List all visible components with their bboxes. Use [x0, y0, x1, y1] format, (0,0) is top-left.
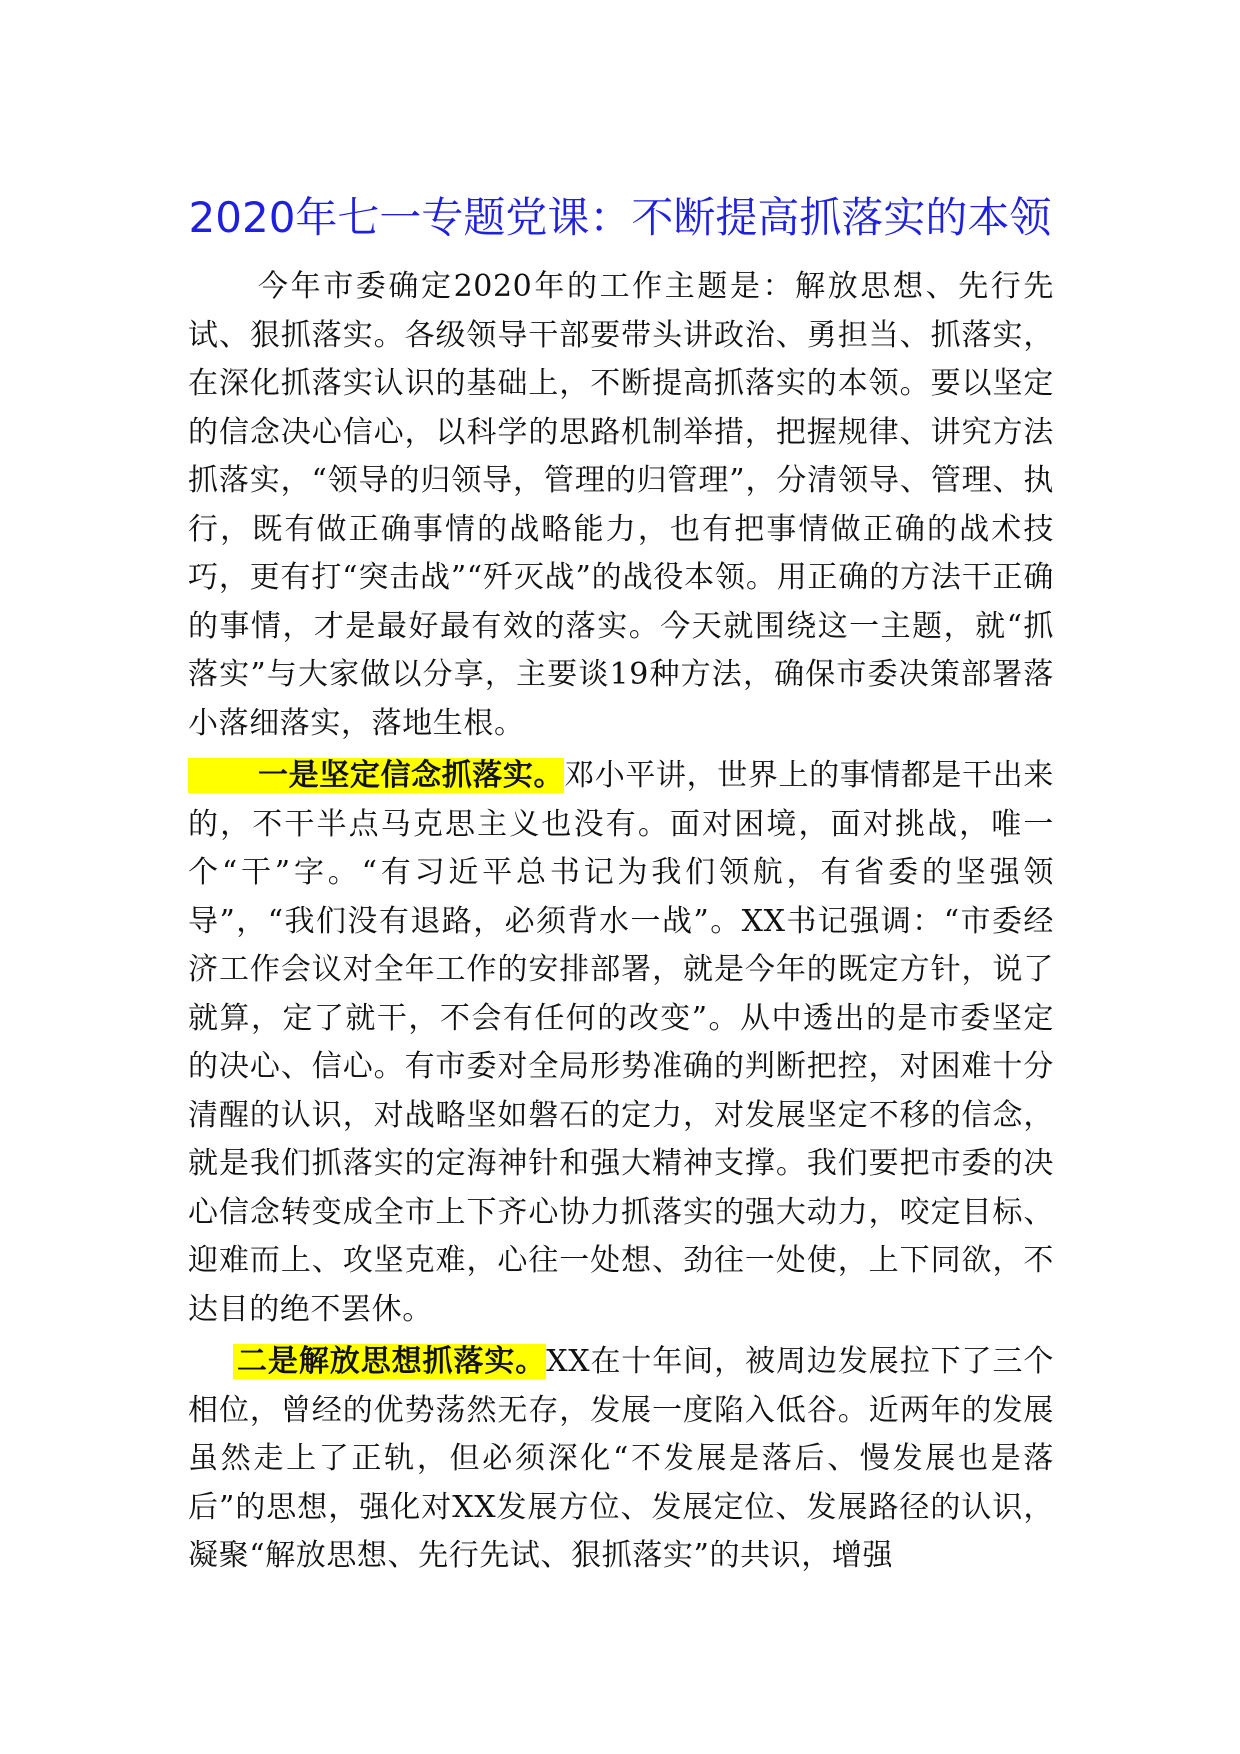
highlighted-heading-2: 二是解放思想抓落实。: [233, 1344, 546, 1379]
paragraph-intro-text: 今年市委确定2020年的工作主题是：解放思想、先行先试、狠抓落实。各级领导干部要带头讲政治、勇担当、抓落实，在深化抓落实认识的基础上，不断提高抓落实的本领。要以坚定的信念决心信心，以科学的思路机制举措，把握规律、讲究方法抓落实，“领导的归领导，管理的归管理”，分清领导、管理、执行，既有做正确事情的战略能力，也有把事情做正确的战术技巧，更有打“突击战”“歼灭战”的战役本领。用正确的方法干正确的事情，才是最好最有效的落实。今天就围绕这一主题，就“抓落实”与大家做以分享，主要谈19种方法，确保市委决策部署落小落细落实，落地生根。: [188, 269, 1054, 741]
highlighted-heading-1: 一是坚定信念抓落实。: [188, 758, 564, 793]
paragraph-2-text: XX在十年间，被周边发展拉下了三个相位，曾经的优势荡然无存，发展一度陷入低谷。近两年的发展虽然走上了正轨，但必须深化“不发展是落后、慢发展也是落后”的思想，强化对XX发展方位、发展定位、发展路径的认识，凝聚“解放思想、先行先试、狠抓落实”的共识，增强: [188, 1344, 1054, 1573]
document-title: 2020年七一专题党课：不断提高抓落实的本领: [188, 193, 1052, 242]
paragraph-1-text: 邓小平讲，世界上的事情都是干出来的，不干半点马克思主义也没有。面对困境，面对挑战，唯一个“干”字。“有习近平总书记为我们领航，有省委的坚强领导”，“我们没有退路，必须背水一战”。XX书记强调：“市委经济工作会议对全年工作的安排部署，就是今年的既定方针，说了就算，定了就干，不会有任何的改变”。从中透出的是市委坚定的决心、信心。有市委对全局形势准确的判断把控，对困难十分清醒的认识，对战略坚如磐石的定力，对发展坚定不移的信念，就是我们抓落实的定海神针和强大精神支撑。我们要把市委的决心信念转变成全市上下齐心协力抓落实的强大动力，咬定目标、迎难而上、攻坚克难，心往一处想、劲往一处使，上下同欲，不达目的绝不罢休。: [188, 758, 1054, 1327]
paragraph-intro: [188, 263, 1054, 748]
paragraph-1: [188, 752, 1054, 1334]
paragraph-2: [188, 1338, 1054, 1581]
